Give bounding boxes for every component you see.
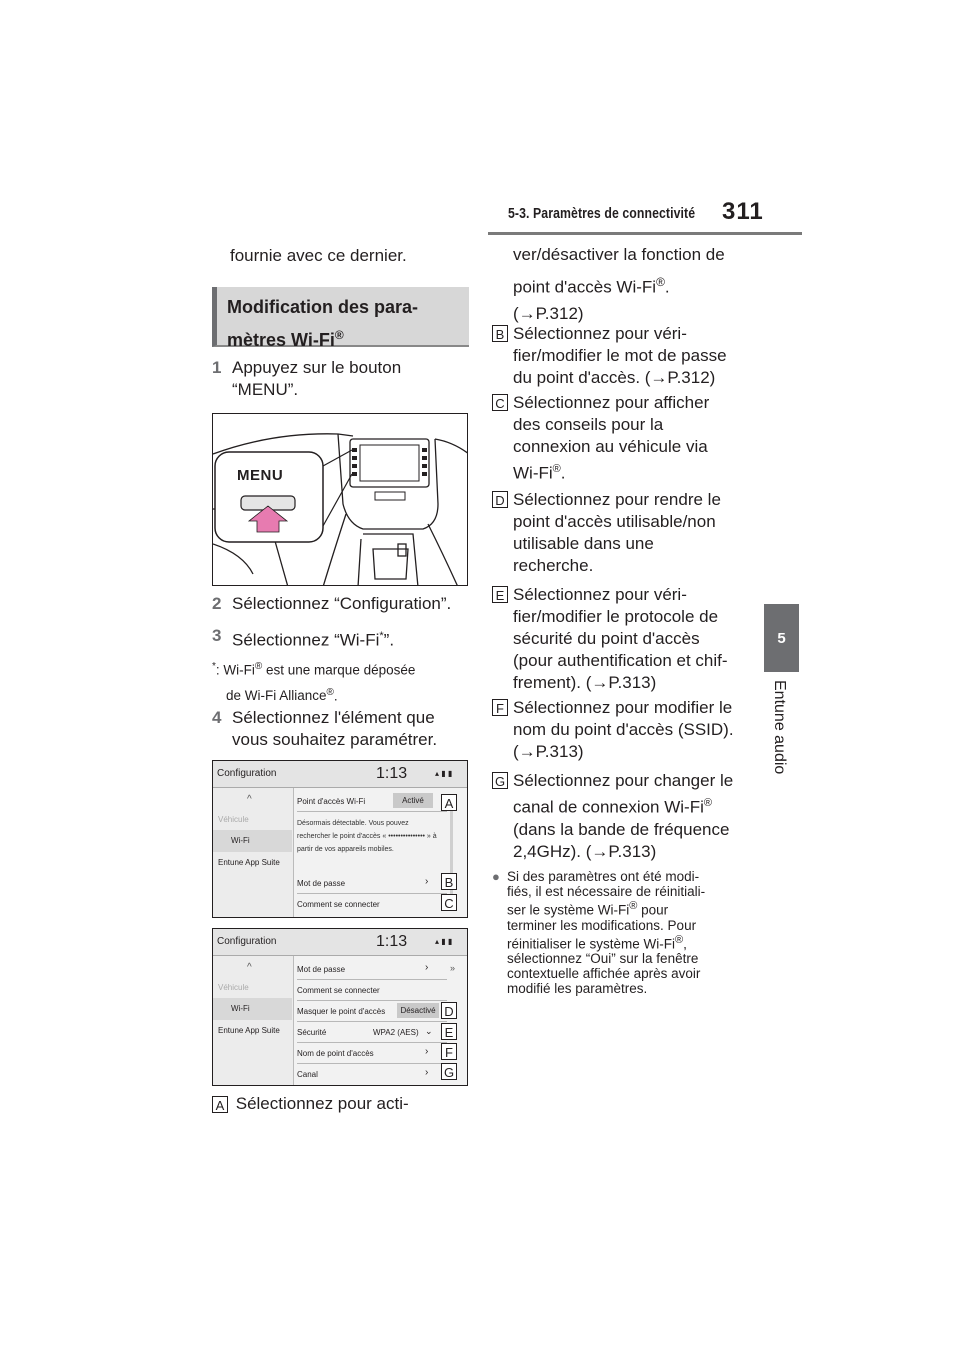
step-3-number: 3: [212, 626, 222, 645]
chevron-right-icon: ›: [425, 1067, 429, 1078]
item-line: canal de connexion Wi-Fi®: [513, 797, 712, 817]
item-c: [492, 392, 757, 485]
item-d: [492, 489, 757, 577]
step-1-number: 1: [212, 358, 222, 377]
dashboard-illustration: [212, 413, 468, 586]
screen-2-sidebar: [213, 956, 294, 1086]
hotspot-toggle[interactable]: Activé: [393, 793, 433, 808]
item-line: connexion au véhicule via: [513, 437, 708, 456]
item-line: (dans la bande de fréquence: [513, 819, 730, 839]
footnote-star: *: [212, 661, 216, 672]
sidebar-item-wifi-active[interactable]: [213, 998, 292, 1020]
marker-g: G: [441, 1063, 457, 1080]
step-3-post: ”.: [383, 630, 395, 650]
row-hide-hotspot[interactable]: [297, 1001, 447, 1022]
row-channel[interactable]: [297, 1064, 447, 1084]
item-a-ref: (→P.312): [513, 303, 584, 323]
footnote-b: est une marque déposée: [262, 662, 416, 678]
section-title: 5-3. Paramètres de connectivité: [508, 205, 696, 222]
sidebar-item-entune[interactable]: Entune App Suite: [218, 1026, 280, 1035]
step-1-line1: Appuyez sur le bouton: [232, 358, 402, 377]
chapter-tab: 5: [764, 604, 799, 672]
heading-line1: Modification des para-: [227, 297, 419, 317]
hotspot-info: Désormais détectable. Vous pouvez rechercher le point d'accès « ••••••••••••••• » à partir de vos appareils mobiles.: [297, 820, 437, 853]
item-g-text: [513, 770, 757, 863]
footnote-c: de Wi-Fi Alliance: [226, 688, 327, 703]
header-rule: [488, 232, 802, 235]
registered-mark: ®: [675, 933, 684, 946]
marker-b: B: [441, 873, 457, 890]
intro-text: fournie avec ce dernier.: [230, 246, 407, 265]
registered-mark: ®: [703, 797, 712, 809]
section-heading: [212, 287, 469, 350]
step-2-number: 2: [212, 594, 222, 613]
screen-1-status-icons: ▴ ▮ ▮: [435, 769, 453, 778]
step-3: [212, 625, 395, 650]
footnote-a: : Wi-Fi: [215, 662, 255, 678]
item-line: fier/modifier le protocole de: [513, 607, 719, 626]
item-a-text: Sélectionnez pour acti-: [235, 1094, 409, 1113]
step-4-number: 4: [212, 708, 222, 727]
item-b: [492, 323, 757, 389]
row-how-to-connect[interactable]: [297, 980, 447, 1001]
row-security[interactable]: [297, 1022, 447, 1043]
row-hotspot-label: Point d'accès Wi-Fi: [297, 797, 366, 806]
row-security-label: Sécurité: [297, 1028, 327, 1037]
item-d-text: [513, 489, 757, 577]
step-2: [212, 593, 452, 615]
page-number: 311: [722, 198, 764, 225]
registered-mark: ®: [629, 900, 638, 912]
sidebar-item-wifi: Wi-Fi: [231, 836, 250, 845]
row-password[interactable]: [297, 959, 447, 980]
item-line: sécurité du point d'accès: [513, 629, 700, 648]
step-1-line2: “MENU”.: [232, 380, 299, 399]
note-text: [507, 869, 752, 996]
item-a-cont2-end: .: [664, 277, 670, 297]
item-line: des conseils pour la: [513, 415, 664, 434]
row-ssid-label: Nom de point d'accès: [297, 1049, 374, 1058]
item-b-letter: B: [492, 325, 508, 342]
note-line: réinitialiser le système Wi-Fi®,: [507, 933, 687, 951]
heading-line2-wrap: [227, 321, 469, 354]
item-b-text: [513, 323, 757, 389]
row-hide-hotspot-label: Masquer le point d'accès: [297, 1007, 386, 1016]
footnote-d: .: [333, 688, 338, 703]
item-g-letter: G: [492, 772, 508, 789]
item-c-text: [513, 392, 757, 485]
item-f-letter: F: [492, 699, 508, 716]
dashboard-drawing: [213, 414, 468, 586]
row-how-to-connect-label: Comment se connecter: [297, 900, 380, 909]
hide-hotspot-toggle[interactable]: Désactivé: [397, 1003, 439, 1018]
bullet-icon: ●: [492, 869, 500, 884]
item-line: nom du point d'accès (SSID).: [513, 720, 734, 739]
settings-screen-1: [212, 760, 468, 918]
scroll-up-icon[interactable]: ^: [247, 794, 252, 805]
screen-1-clock: 1:13: [376, 765, 408, 782]
scroll-up-icon[interactable]: ^: [247, 962, 252, 973]
item-a-cont1: ver/désactiver la fonction de: [513, 245, 725, 264]
item-line: du point d'accès. (→P.312): [513, 368, 716, 387]
marker-e: E: [441, 1023, 457, 1040]
sidebar-item-entune[interactable]: Entune App Suite: [218, 858, 280, 867]
item-line: Sélectionnez pour véri-: [513, 585, 687, 604]
row-how-to-connect-label: Comment se connecter: [297, 986, 380, 995]
sidebar-item-vehicle[interactable]: Véhicule: [218, 983, 249, 992]
footnote-reg2: ®: [326, 686, 334, 698]
row-security-value: WPA2 (AES): [373, 1028, 419, 1037]
row-password-label: Mot de passe: [297, 965, 346, 974]
step-2-text: Sélectionnez “Configuration”.: [232, 594, 452, 613]
item-line: Sélectionnez pour changer le: [513, 771, 734, 790]
item-line: (pour authentification et chif-: [513, 651, 728, 670]
menu-button-label: MENU: [237, 467, 284, 484]
screen-2-titlebar: [213, 929, 468, 956]
item-f: [492, 697, 757, 763]
note-line: sélectionnez “Oui” sur la fenêtre: [507, 951, 699, 966]
chevron-down-icon: ⌄: [425, 1026, 433, 1036]
screen-2-title: Configuration: [217, 936, 277, 947]
footnote: [212, 656, 472, 707]
note-line: fiés, il est nécessaire de réinitiali-: [507, 884, 706, 899]
item-a-reg: ®: [656, 275, 665, 289]
item-line: Sélectionnez pour véri-: [513, 324, 687, 343]
registered-mark: ®: [552, 463, 561, 475]
heading-reg: ®: [334, 328, 344, 342]
step-4-line2: vous souhaitez paramétrer.: [232, 730, 438, 749]
row-password-label: Mot de passe: [297, 879, 346, 888]
sidebar-item-wifi-active[interactable]: [213, 830, 292, 852]
row-channel-label: Canal: [297, 1070, 318, 1079]
item-line: Sélectionnez pour rendre le: [513, 490, 721, 509]
chevron-right-icon: ›: [425, 876, 429, 887]
item-a-letter: A: [212, 1096, 228, 1113]
screen-1-titlebar: [213, 761, 468, 788]
item-c-letter: C: [492, 394, 508, 411]
step-4-text: [232, 707, 482, 751]
screen-1-sidebar: [213, 788, 294, 918]
footnote-reg: ®: [254, 661, 263, 672]
marker-c: C: [441, 894, 457, 911]
row-how-to-connect[interactable]: [297, 894, 447, 914]
row-hotspot[interactable]: [297, 791, 447, 812]
item-line: 2,4GHz). (→P.313): [513, 841, 657, 861]
note-line: ser le système Wi-Fi® pour: [507, 900, 669, 918]
screen-2-status-icons: ▴ ▮ ▮: [435, 937, 453, 946]
marker-d: D: [441, 1002, 457, 1019]
step-1: [212, 357, 402, 399]
marker-f: F: [441, 1043, 457, 1060]
item-line: utilisable dans une: [513, 534, 654, 553]
item-d-letter: D: [492, 491, 508, 508]
item-a-cont2: point d'accès Wi-Fi: [513, 277, 657, 297]
chevron-right-icon: ›: [425, 962, 429, 973]
screen-1-title: Configuration: [217, 768, 277, 779]
marker-a: A: [441, 794, 457, 811]
settings-screen-2: [212, 928, 468, 1086]
item-e-text: [513, 584, 757, 694]
sidebar-item-wifi: Wi-Fi: [231, 1004, 250, 1013]
step-3-text: [232, 625, 394, 652]
chapter-label: Entune audio: [771, 680, 788, 775]
step-3-pre: Sélectionnez “Wi-Fi: [232, 630, 380, 650]
row-ssid[interactable]: [297, 1043, 447, 1064]
item-a-cont2-wrap: [513, 270, 753, 300]
row-password[interactable]: [297, 873, 447, 894]
scroll-top-icon[interactable]: »: [450, 963, 456, 973]
item-line: Wi-Fi®.: [513, 463, 566, 483]
sidebar-item-vehicle[interactable]: Véhicule: [218, 815, 249, 824]
item-a-continued: [513, 243, 753, 326]
item-line: fier/modifier le mot de passe: [513, 346, 727, 365]
item-f-text: [513, 697, 757, 763]
note-line: contextuelle affichée après avoir: [507, 966, 701, 981]
item-line: (→P.313): [513, 742, 584, 761]
item-a: [212, 1093, 409, 1115]
item-line: point d'accès utilisable/non: [513, 512, 716, 531]
note-line: terminer les modifications. Pour: [507, 917, 697, 933]
item-e-letter: E: [492, 586, 508, 603]
item-g: [492, 770, 757, 863]
screen-2-clock: 1:13: [376, 933, 408, 950]
item-e: [492, 584, 757, 694]
item-line: Sélectionnez pour afficher: [513, 393, 710, 412]
step-4-line1: Sélectionnez l'élément que: [232, 708, 435, 727]
item-line: recherche.: [513, 556, 594, 575]
note-line: Si des paramètres ont été modi-: [507, 869, 700, 884]
item-line: frement). (→P.313): [513, 673, 657, 692]
chevron-right-icon: ›: [425, 1046, 429, 1057]
step-3-star: *: [379, 630, 384, 642]
step-4: [212, 707, 438, 749]
item-line: Sélectionnez pour modifier le: [513, 698, 733, 717]
note-line: modifié les paramètres.: [507, 981, 648, 996]
heading-line2: mètres Wi-Fi: [227, 330, 335, 350]
step-1-text: [232, 357, 472, 401]
scrollbar[interactable]: [450, 801, 453, 909]
